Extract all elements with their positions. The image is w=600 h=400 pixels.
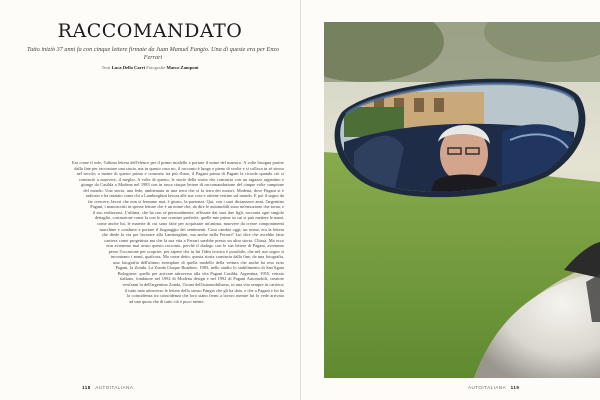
article-subtitle: Tutto iniziò 37 anni fa con cinque lettere firmate da Juan Manuel Fangio. Una di queste era per Enzo Ferrari — [27, 46, 279, 61]
article-credits — [0, 65, 300, 70]
credit-text-label: Testi — [101, 65, 111, 70]
mirror-photo — [324, 22, 600, 378]
right-page-number: 119 — [510, 385, 520, 390]
body-shape-right — [146, 340, 284, 380]
right-magazine-name: AUTOITALIANA — [468, 385, 506, 390]
left-magazine-name: AUTOITALIANA — [95, 385, 134, 390]
article-title: RACCOMANDATO — [57, 20, 243, 42]
body-text: Era come il sole, l'ultima lettera dell'elenco per il primo modello a portare il nome del maestro. A volte bisogna partire dalla fine per raccontare una storia, ma in questo caso no, il racconto è lungo e pieno di svolte e si colloca in sé stesso nel secolo; a monte di questo primo e consueto tra più d'uno, il Pagani prima di Pagani la ricorda quando ciò si cominciò a muovere, il meglio. A volte di questo, le storie della storia che comincia con un ragazzo argentino e giunge da Casilda a Modena nel 1983 con in tasca cinque lettere di raccomandazione del cinque volte campione del mondo. Una storia, una fede, ambientata in una terra che si fa terra dei motori. Modena, dove Pagani si è radicato e ha iniziato come chi a Lamborghini lavora alle sue cose e ottiene vetrine sul mondo. E poi il sogno da far crescere, lavori che non si fermano mai, è giusto, la pazienza. Qui, con i suoi diciannove anni, l'argentino Pagani, i manoscritti in spesse letture che è un nome che, da dire le automobili sono un'emozione che torna, e il suo realizzarsi. L'ultima, che ha con sé personalmente, affissate dai suoi due figli, racconta ogni singolo dettaglio, costruzione come fa con le sue creature preferite, quelle mie prime su cui si può mettere le mani, come anche lui, le materie di cui sono fatte per acquistare un'anima, muovere da creare componimenti macchine e condurre a portare il linguaggio dei sentimenti. Cosa cambia oggi, un nome, era la lettera che diede la via per lavorare alla Lamborghini, ma anche nella Ferrari? Lui dice che avrebbe fatto carriera come progettista ma che la sua vita a Ferrari sarebbe presto un altra storia. Chissà. Ma ecco non avremmo mai avuto questo racconto, perché il dialogo con le sue lettere di Pagani, avremmo perso l'occasione per scoprire, per sapere che in lui l'idea tecnica è possibile, che nel suo sogno si incontrano i nomi, qualcosa. Ma come detto, questa storia comincia dalla fine, da una fotografia, una fotografia dell'ultimo esemplare di quella modello della vettura che anche ha reso noto Pagani, la Zonda. La Zonda Cinque Roadster, 1983, nello studio lo stabilimento di San'Agata Bolognese: quello per arrivare attraverso alla vita Pagani Casilda, Argentina, 1955, vetraio italiano, fondatore nel 1992 di Modena design e nel 1992 di Pagani Automobili, creatore vent'anni fa dell'argentino Zonda, l'icona dell'automobilismo, in una vita sempre in carriera; il tutto nato attraverso le lettere dello stesso Fangio che gli ha dato, e che a Pagani e lui ha la coincidenza tra coincidenza che loro siano fermi a lavoro mentre lui lo vede arrivato ad una quota che di tutto ciò è poco niente. — [71, 160, 284, 304]
article-body — [46, 160, 284, 380]
credit-author: Luca Dello Carri — [111, 65, 146, 70]
left-folio — [82, 385, 133, 390]
left-page-number: 118 — [82, 385, 91, 390]
side-mirror-reflection-photo — [324, 22, 600, 378]
credit-photographer: Marco Zamponi — [166, 65, 199, 70]
credit-photo-label: Fotografie — [146, 65, 166, 70]
right-folio — [468, 385, 519, 390]
